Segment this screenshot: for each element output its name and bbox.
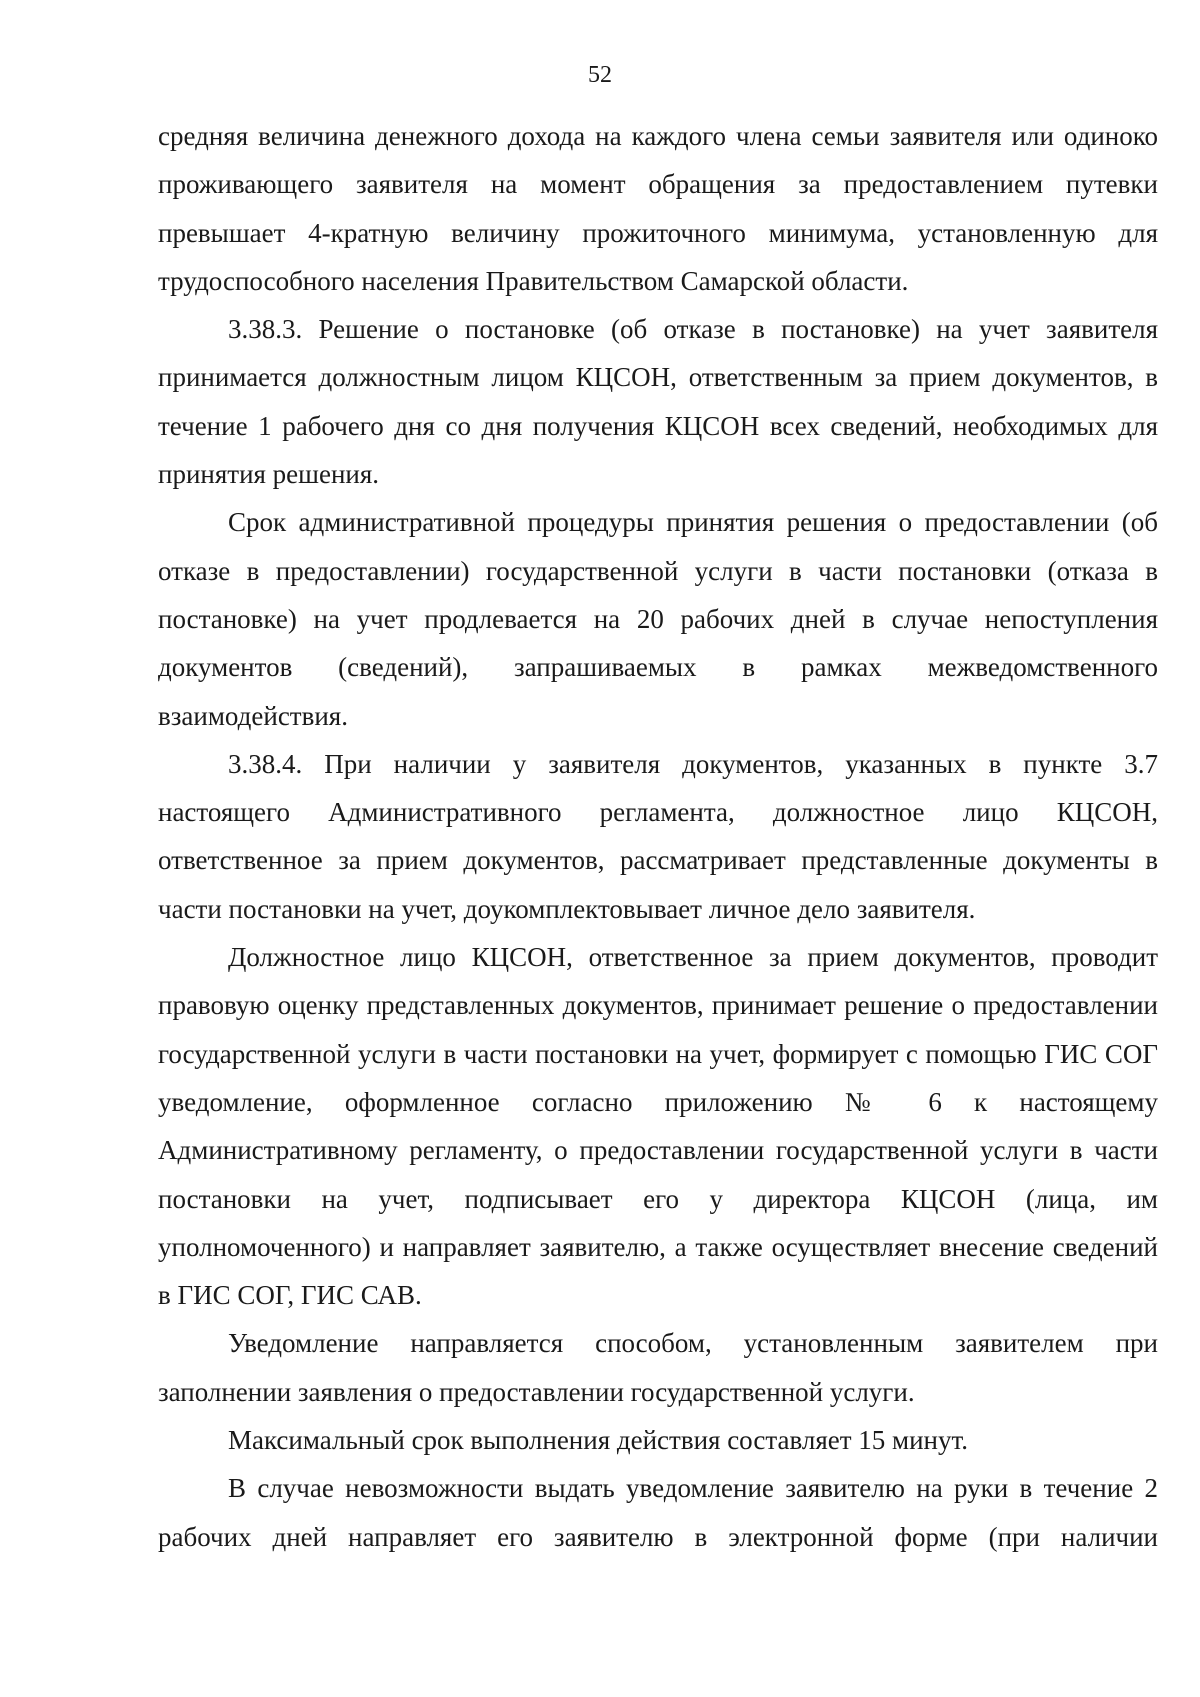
paragraph-continuation: средняя величина денежного дохода на каждого члена семьи заявителя или одиноко проживающего заявителя на момент обращения за предоставлением путевки превышает 4-кратную величину прожиточного минимума, установленную для трудоспособного населения Правительством Самарской области. — [158, 121, 1158, 296]
paragraph-notification-method: Уведомление направляется способом, установленным заявителем при заполнении заявления о предоставлении государственной услуги. — [158, 1328, 1158, 1407]
paragraph-official-duties: Должностное лицо КЦСОН, ответственное за прием документов, проводит правовую оценку представленных документов, принимает решение о предоставлении государственной услуги в части постановки на учет, формирует с помощью ГИС СОГ уведомление, оформленное согласно приложению № 6 к настоящему Административному регламенту, о предоставлении государственной услуги в части постановки на учет, подписывает его у директора КЦСОН (лица, им уполномоченного) и направляет заявителю, а также осуществляет внесение сведений в ГИС СОГ, ГИС САВ. — [158, 942, 1158, 1311]
paragraph-delivery-failure: В случае невозможности выдать уведомление заявителю на руки в течение 2 рабочих дней направляет его заявителю в электронной форме (при наличии — [158, 1473, 1158, 1552]
document-body — [158, 112, 1158, 1561]
paragraph-procedure-term: Срок административной процедуры принятия решения о предоставлении (об отказе в предоставлении) государственной услуги в части постановки (отказа в постановке) на учет продлевается на 20 рабочих дней в случае непоступления документов (сведений), запрашиваемых в рамках межведомственного взаимодействия. — [158, 507, 1158, 731]
paragraph-3-38-3: 3.38.3. Решение о постановке (об отказе в постановке) на учет заявителя принимается должностным лицом КЦСОН, ответственным за прием документов, в течение 1 рабочего дня со дня получения КЦСОН всех сведений, необходимых для принятия решения. — [158, 314, 1158, 490]
page-number: 52 — [588, 62, 612, 88]
paragraph-3-38-4: 3.38.4. При наличии у заявителя документов, указанных в пункте 3.7 настоящего Административного регламента, должностное лицо КЦСОН, ответственное за прием документов, рассматривает представленные документы в части постановки на учет, доукомплектовывает личное дело заявителя. — [158, 748, 1158, 924]
paragraph-max-term: Максимальный срок выполнения действия составляет 15 минут. — [228, 1425, 969, 1456]
